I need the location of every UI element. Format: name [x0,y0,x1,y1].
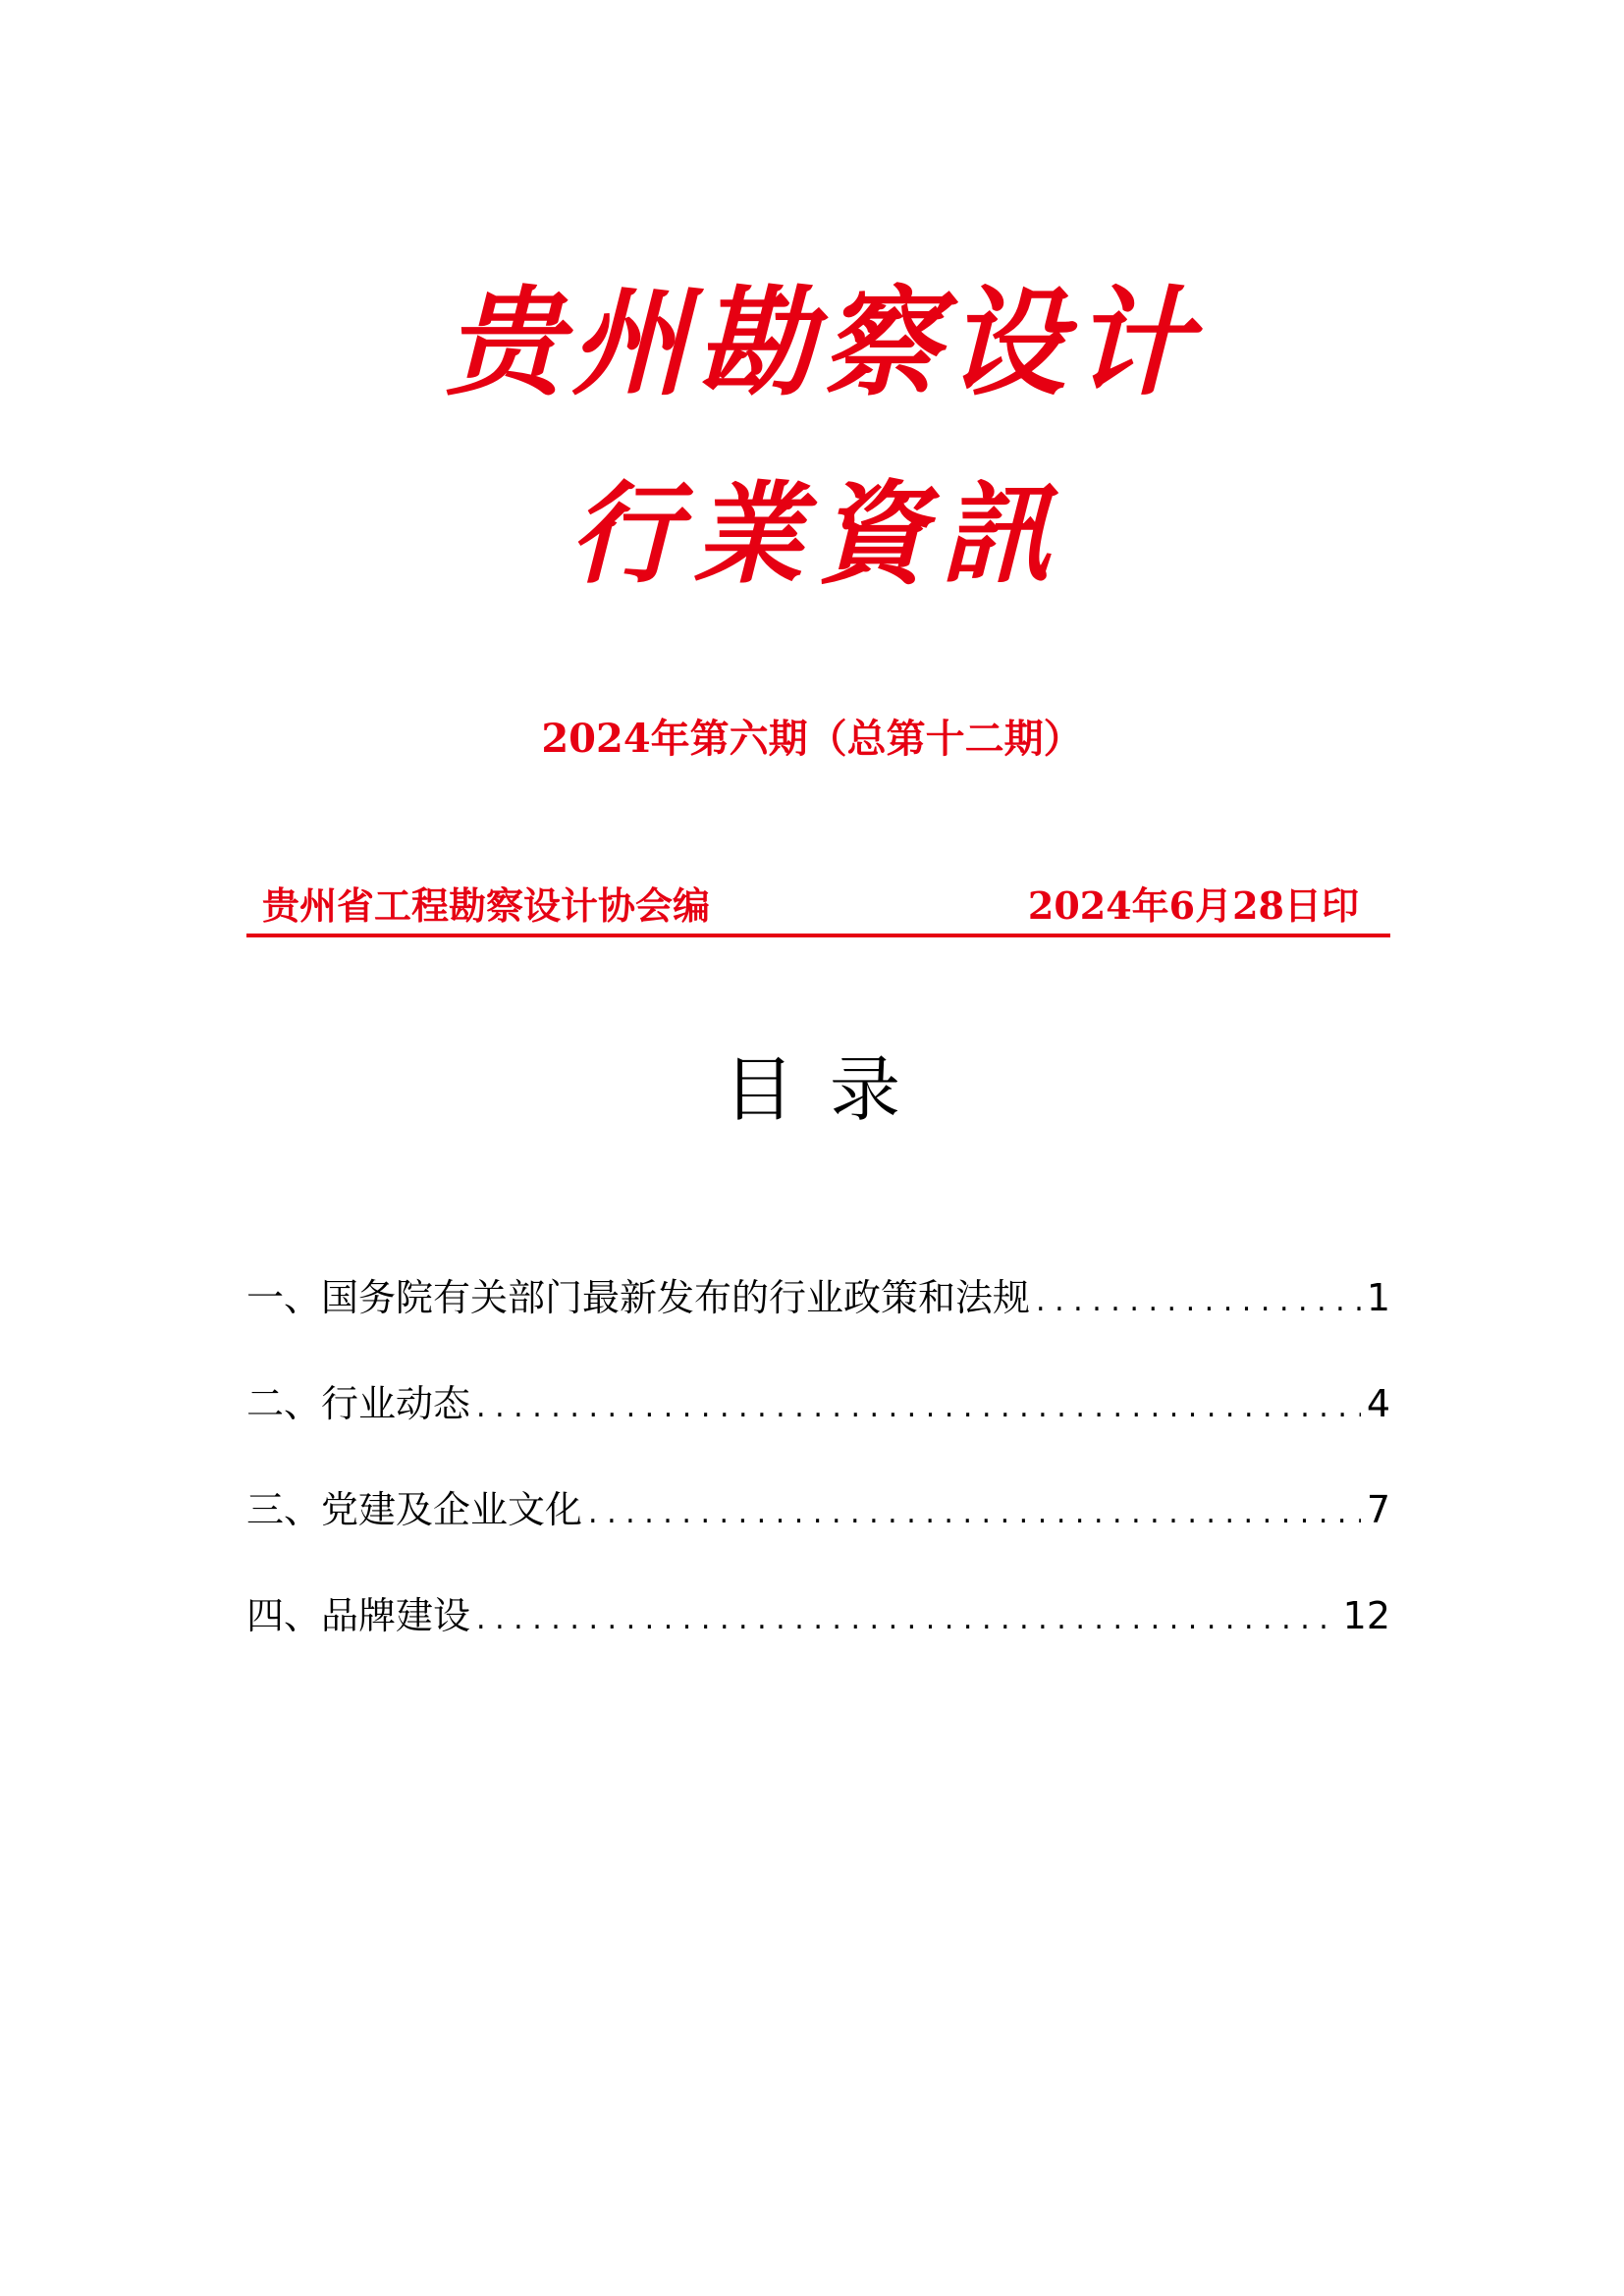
table-of-contents [246,1268,1390,1692]
toc-entry[interactable] [246,1268,1390,1327]
print-date: 2024年6月28日印 [1027,883,1359,928]
toc-entry-page: 7 [1366,1488,1390,1531]
toc-dot-leader [476,1590,1337,1649]
toc-entry[interactable] [246,1586,1390,1645]
publisher: 贵州省工程勘察设计协会编 [262,883,711,928]
toc-entry-label: 二、行业动态 [246,1382,471,1425]
issue-number: 2024年第六期（总第十二期） [541,716,1083,762]
toc-entry-page: 1 [1366,1276,1390,1319]
masthead-title: 贵州勘察设计 [445,274,1199,412]
masthead-subtitle: 行業資訊 [569,470,1064,599]
toc-title: 目录 [723,1048,936,1131]
toc-entry[interactable] [246,1374,1390,1433]
toc-dot-leader [476,1378,1361,1437]
publication-bar [246,879,1390,937]
toc-entry-label: 四、品牌建设 [246,1594,471,1637]
toc-entry-label: 三、党建及企业文化 [246,1488,583,1531]
toc-entry-page: 4 [1366,1382,1390,1425]
toc-entry-page: 12 [1342,1594,1390,1637]
toc-dot-leader [588,1484,1361,1543]
toc-entry[interactable] [246,1480,1390,1539]
toc-dot-leader [1036,1272,1361,1331]
toc-entry-label: 一、国务院有关部门最新发布的行业政策和法规 [246,1276,1031,1319]
